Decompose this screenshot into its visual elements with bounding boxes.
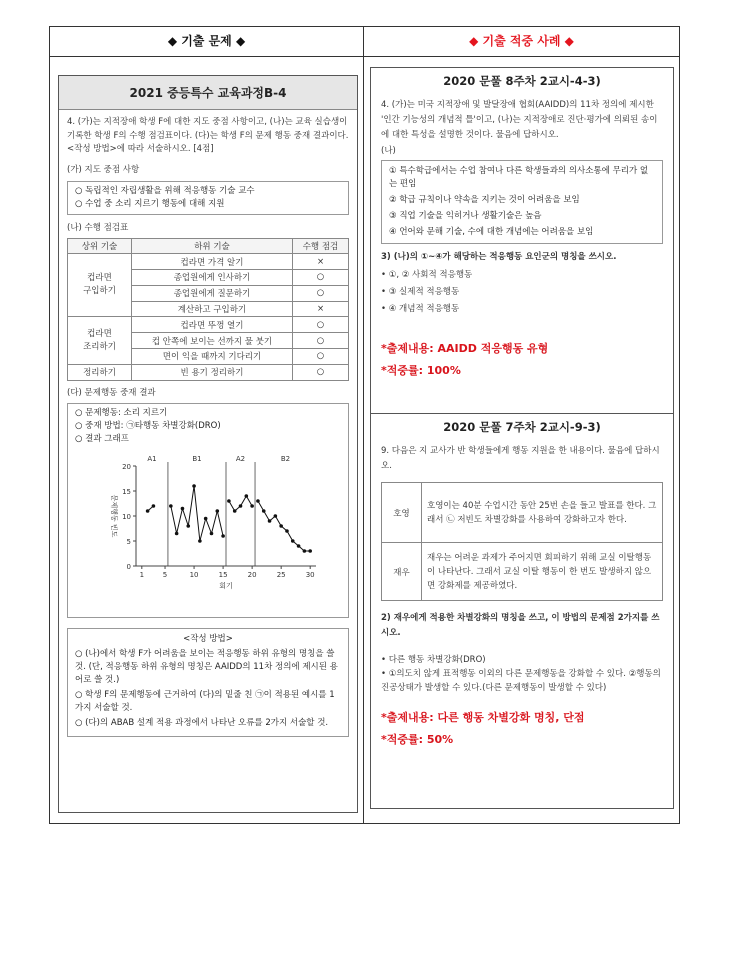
- exam-panel: [58, 75, 358, 813]
- data-point: [291, 539, 295, 543]
- x-tick-label: 20: [247, 570, 257, 579]
- check-cell: ○: [293, 364, 349, 380]
- method-title: <작성 방법>: [183, 633, 233, 644]
- hit2-sub-question: 2) 재우에게 적용한 차별강화의 명칭을 쓰고, 이 방법의 문제점 2가지를 쓰시오.: [381, 613, 660, 638]
- hit2-answer: • 다른 행동 차별강화(DRO): [381, 655, 486, 665]
- hit1-result-rate: *적중률: 100%: [381, 364, 461, 377]
- student-name: 재우: [382, 543, 422, 601]
- check-cell: ○: [293, 285, 349, 301]
- method-item: ○ 학생 F의 문제행동에 근거하여 (다)의 밑줄 친 ㉠이 적용된 예시를 1가지 서술할 것.: [75, 689, 335, 713]
- check-cell: ○: [293, 317, 349, 333]
- check-cell: ○: [293, 349, 349, 365]
- result-chart: [98, 452, 328, 612]
- data-point: [221, 534, 225, 538]
- hit1-result-content: *출제내용: AAIDD 적응행동 유형: [381, 342, 549, 355]
- performance-table: [67, 238, 349, 381]
- data-point: [256, 499, 260, 503]
- series-line: [229, 496, 252, 511]
- data-point: [146, 509, 150, 513]
- hit2-result-content: *출제내용: 다른 행동 차별강화 명칭, 단점: [381, 711, 585, 724]
- hit1-sub-question: 3) (나)의 ①~④가 해당하는 적응행동 요인군의 명칭을 쓰시오.: [381, 252, 617, 262]
- sub-skill: 컵라면 뚜껑 열기: [132, 317, 293, 333]
- data-point: [274, 514, 278, 518]
- sub-skill: 계산하고 구입하기: [132, 301, 293, 317]
- y-tick-label: 15: [122, 487, 131, 496]
- sub-skill: 면이 익을 때까지 기다리기: [132, 349, 293, 365]
- check-cell: ×: [293, 301, 349, 317]
- upper-skill: 컵라면 구입하기: [68, 254, 132, 317]
- hit2-answer: • ①의도치 않게 표적행동 이외의 다른 문제행동을 강화할 수 있다. ②행동의 진공상태가 발생할 수 있다.(다른 문제행동이 발생할 수 있다): [381, 669, 661, 693]
- exam-title: 2021 중등특수 교육과정B-4: [59, 76, 357, 110]
- data-point: [169, 504, 173, 508]
- hit1-item: ① 특수학급에서는 수업 참여나 다른 학생들과의 의사소통에 무리가 없는 편임: [389, 166, 649, 189]
- sub-skill: 빈 용기 정리하기: [132, 364, 293, 380]
- hit1-answer: • ③ 실제적 적응행동: [381, 287, 460, 297]
- hit2-title: 2020 문풀 7주차 2교시-9-3): [371, 414, 673, 440]
- table-header: 수행 점검: [293, 238, 349, 254]
- student-desc: 재우는 어려운 과제가 주어지면 회피하기 위해 교실 이탈행동이 나타난다. 그래서 교실 이탈 행동이 한 번도 발생하지 않으면 강화제를 제공하였다.: [422, 543, 663, 601]
- sub-skill: 컵라면 가격 알기: [132, 254, 293, 270]
- x-tick-label: 25: [276, 570, 286, 579]
- data-point: [210, 531, 214, 535]
- data-point: [308, 549, 312, 553]
- sub-skill: 컵 안쪽에 보이는 선까지 물 붓기: [132, 333, 293, 349]
- hit2-table: [381, 482, 663, 601]
- student-name: 호영: [382, 483, 422, 543]
- series-line: [171, 486, 223, 541]
- ga-item: ○ 수업 중 소리 지르기 행동에 대해 지원: [75, 198, 225, 209]
- data-point: [204, 516, 208, 520]
- column-divider: [363, 27, 364, 823]
- x-tick-label: 10: [189, 570, 199, 579]
- part-da-label: (다) 문제행동 중재 결과: [67, 387, 156, 398]
- da-item: ○ 문제행동: 소리 지르기: [75, 407, 168, 418]
- hit2-panel: [370, 413, 674, 809]
- exam-question: 4. (가)는 지적장애 학생 F에 대한 지도 중점 사항이고, (나)는 교육 실습생이 기록한 학생 F의 수행 점검표이다. (다)는 학생 F의 문제 행동 중재 결과이다. <작성 방법>에 따라 서술하시오. [4점]: [67, 117, 349, 154]
- data-point: [227, 499, 231, 503]
- x-tick-label: 30: [305, 570, 315, 579]
- check-cell: ×: [293, 254, 349, 270]
- phase-label: A1: [147, 454, 157, 463]
- ga-item: ○ 독립적인 자립생활을 위해 적응행동 기술 교수: [75, 185, 255, 196]
- upper-skill: 정리하기: [68, 364, 132, 380]
- data-point: [181, 506, 185, 510]
- y-tick-label: 10: [122, 512, 131, 521]
- phase-label: B2: [280, 454, 291, 463]
- hit1-item: ④ 언어와 문해 기술, 수에 대한 개념에는 어려움을 보임: [389, 227, 594, 237]
- check-cell: ○: [293, 333, 349, 349]
- y-tick-label: 0: [126, 562, 131, 571]
- right-header: ◆ 기출 적중 사례 ◆: [469, 34, 574, 48]
- hit1-na-label: (나): [381, 146, 396, 156]
- part-na-label: (나) 수행 점검표: [67, 222, 129, 233]
- data-point: [262, 509, 266, 513]
- data-point: [297, 544, 301, 548]
- da-item: ○ 중재 방법: ㉠타행동 차별강화(DRO): [75, 420, 221, 431]
- hit1-item: ③ 직업 기술을 익히거나 생활기술은 높음: [389, 211, 542, 221]
- x-tick-label: 15: [218, 570, 228, 579]
- y-axis-label: 문제행동 빈도: [110, 494, 118, 538]
- data-point: [192, 484, 196, 488]
- data-point: [198, 539, 202, 543]
- y-tick-label: 20: [122, 462, 131, 471]
- upper-skill: 컵라면 조리하기: [68, 317, 132, 364]
- student-desc: 호영이는 40분 수업시간 동안 25번 손을 들고 발표를 한다. 그래서 ㉡ 저빈도 차별강화를 사용하여 강화하고자 한다.: [422, 483, 663, 543]
- part-da-box: [67, 403, 349, 618]
- method-box: [67, 628, 349, 737]
- phase-label: B1: [192, 454, 202, 463]
- hit2-result-rate: *적중률: 50%: [381, 733, 454, 746]
- x-axis-label: 회기: [219, 581, 233, 590]
- part-ga-label: (가) 지도 중점 사항: [67, 164, 140, 175]
- data-point: [215, 509, 219, 513]
- page-frame: [49, 26, 680, 824]
- data-point: [175, 531, 179, 535]
- data-point: [268, 519, 272, 523]
- table-header: 상위 기술: [68, 238, 132, 254]
- phase-label: A2: [235, 454, 246, 463]
- data-point: [186, 524, 190, 528]
- data-point: [233, 509, 237, 513]
- series-line: [258, 501, 310, 551]
- data-point: [279, 524, 283, 528]
- hit1-answer: • ①, ② 사회적 적응행동: [381, 270, 473, 280]
- x-tick-label: 1: [139, 570, 145, 579]
- hit1-items-box: [381, 160, 663, 244]
- left-header: ◆ 기출 문제 ◆: [167, 34, 246, 48]
- method-item: ○ (다)의 ABAB 설계 적용 과정에서 나타난 오류를 2가지 서술할 것.: [75, 717, 329, 728]
- x-tick-label: 5: [162, 570, 168, 579]
- data-point: [245, 494, 249, 498]
- data-point: [152, 504, 156, 508]
- sub-skill: 종업원에게 인사하기: [132, 270, 293, 286]
- da-item: ○ 결과 그래프: [75, 433, 129, 444]
- hit2-question: 9. 다음은 지 교사가 반 학생들에게 행동 지원을 한 내용이다. 물음에 답하시오.: [381, 446, 660, 471]
- data-point: [303, 549, 307, 553]
- method-item: ○ (나)에서 학생 F가 어려움을 보이는 적응행동 하위 유형의 명칭을 쓸 것. (단, 적응행동 하위 유형의 명칭은 AAIDD의 11차 정의에 제시된 용어로 쓸 것.): [75, 648, 338, 685]
- hit1-question: 4. (가)는 미국 지적장애 및 발달장애 협회(AAIDD)의 11차 정의에 제시한 '인간 기능성의 개념적 틀'이고, (나)는 지적장애로 진단·평가에 의뢰된 송이에 대한 특성을 설명한 것이다. 물음에 답하시오.: [381, 100, 658, 140]
- data-point: [239, 504, 243, 508]
- data-point: [250, 504, 254, 508]
- part-ga-box: [67, 181, 349, 215]
- hit1-item: ② 학급 규칙이나 약속을 지키는 것이 어려움을 보임: [389, 195, 580, 205]
- check-cell: ○: [293, 270, 349, 286]
- data-point: [285, 529, 289, 533]
- sub-skill: 종업원에게 질문하기: [132, 285, 293, 301]
- hit1-panel: [370, 67, 674, 434]
- table-header: 하위 기술: [132, 238, 293, 254]
- header-divider: [50, 56, 679, 57]
- hit1-title: 2020 문풀 8주차 2교시-4-3): [371, 68, 673, 94]
- y-tick-label: 5: [126, 537, 131, 546]
- hit1-answer: • ④ 개념적 적응행동: [381, 304, 460, 314]
